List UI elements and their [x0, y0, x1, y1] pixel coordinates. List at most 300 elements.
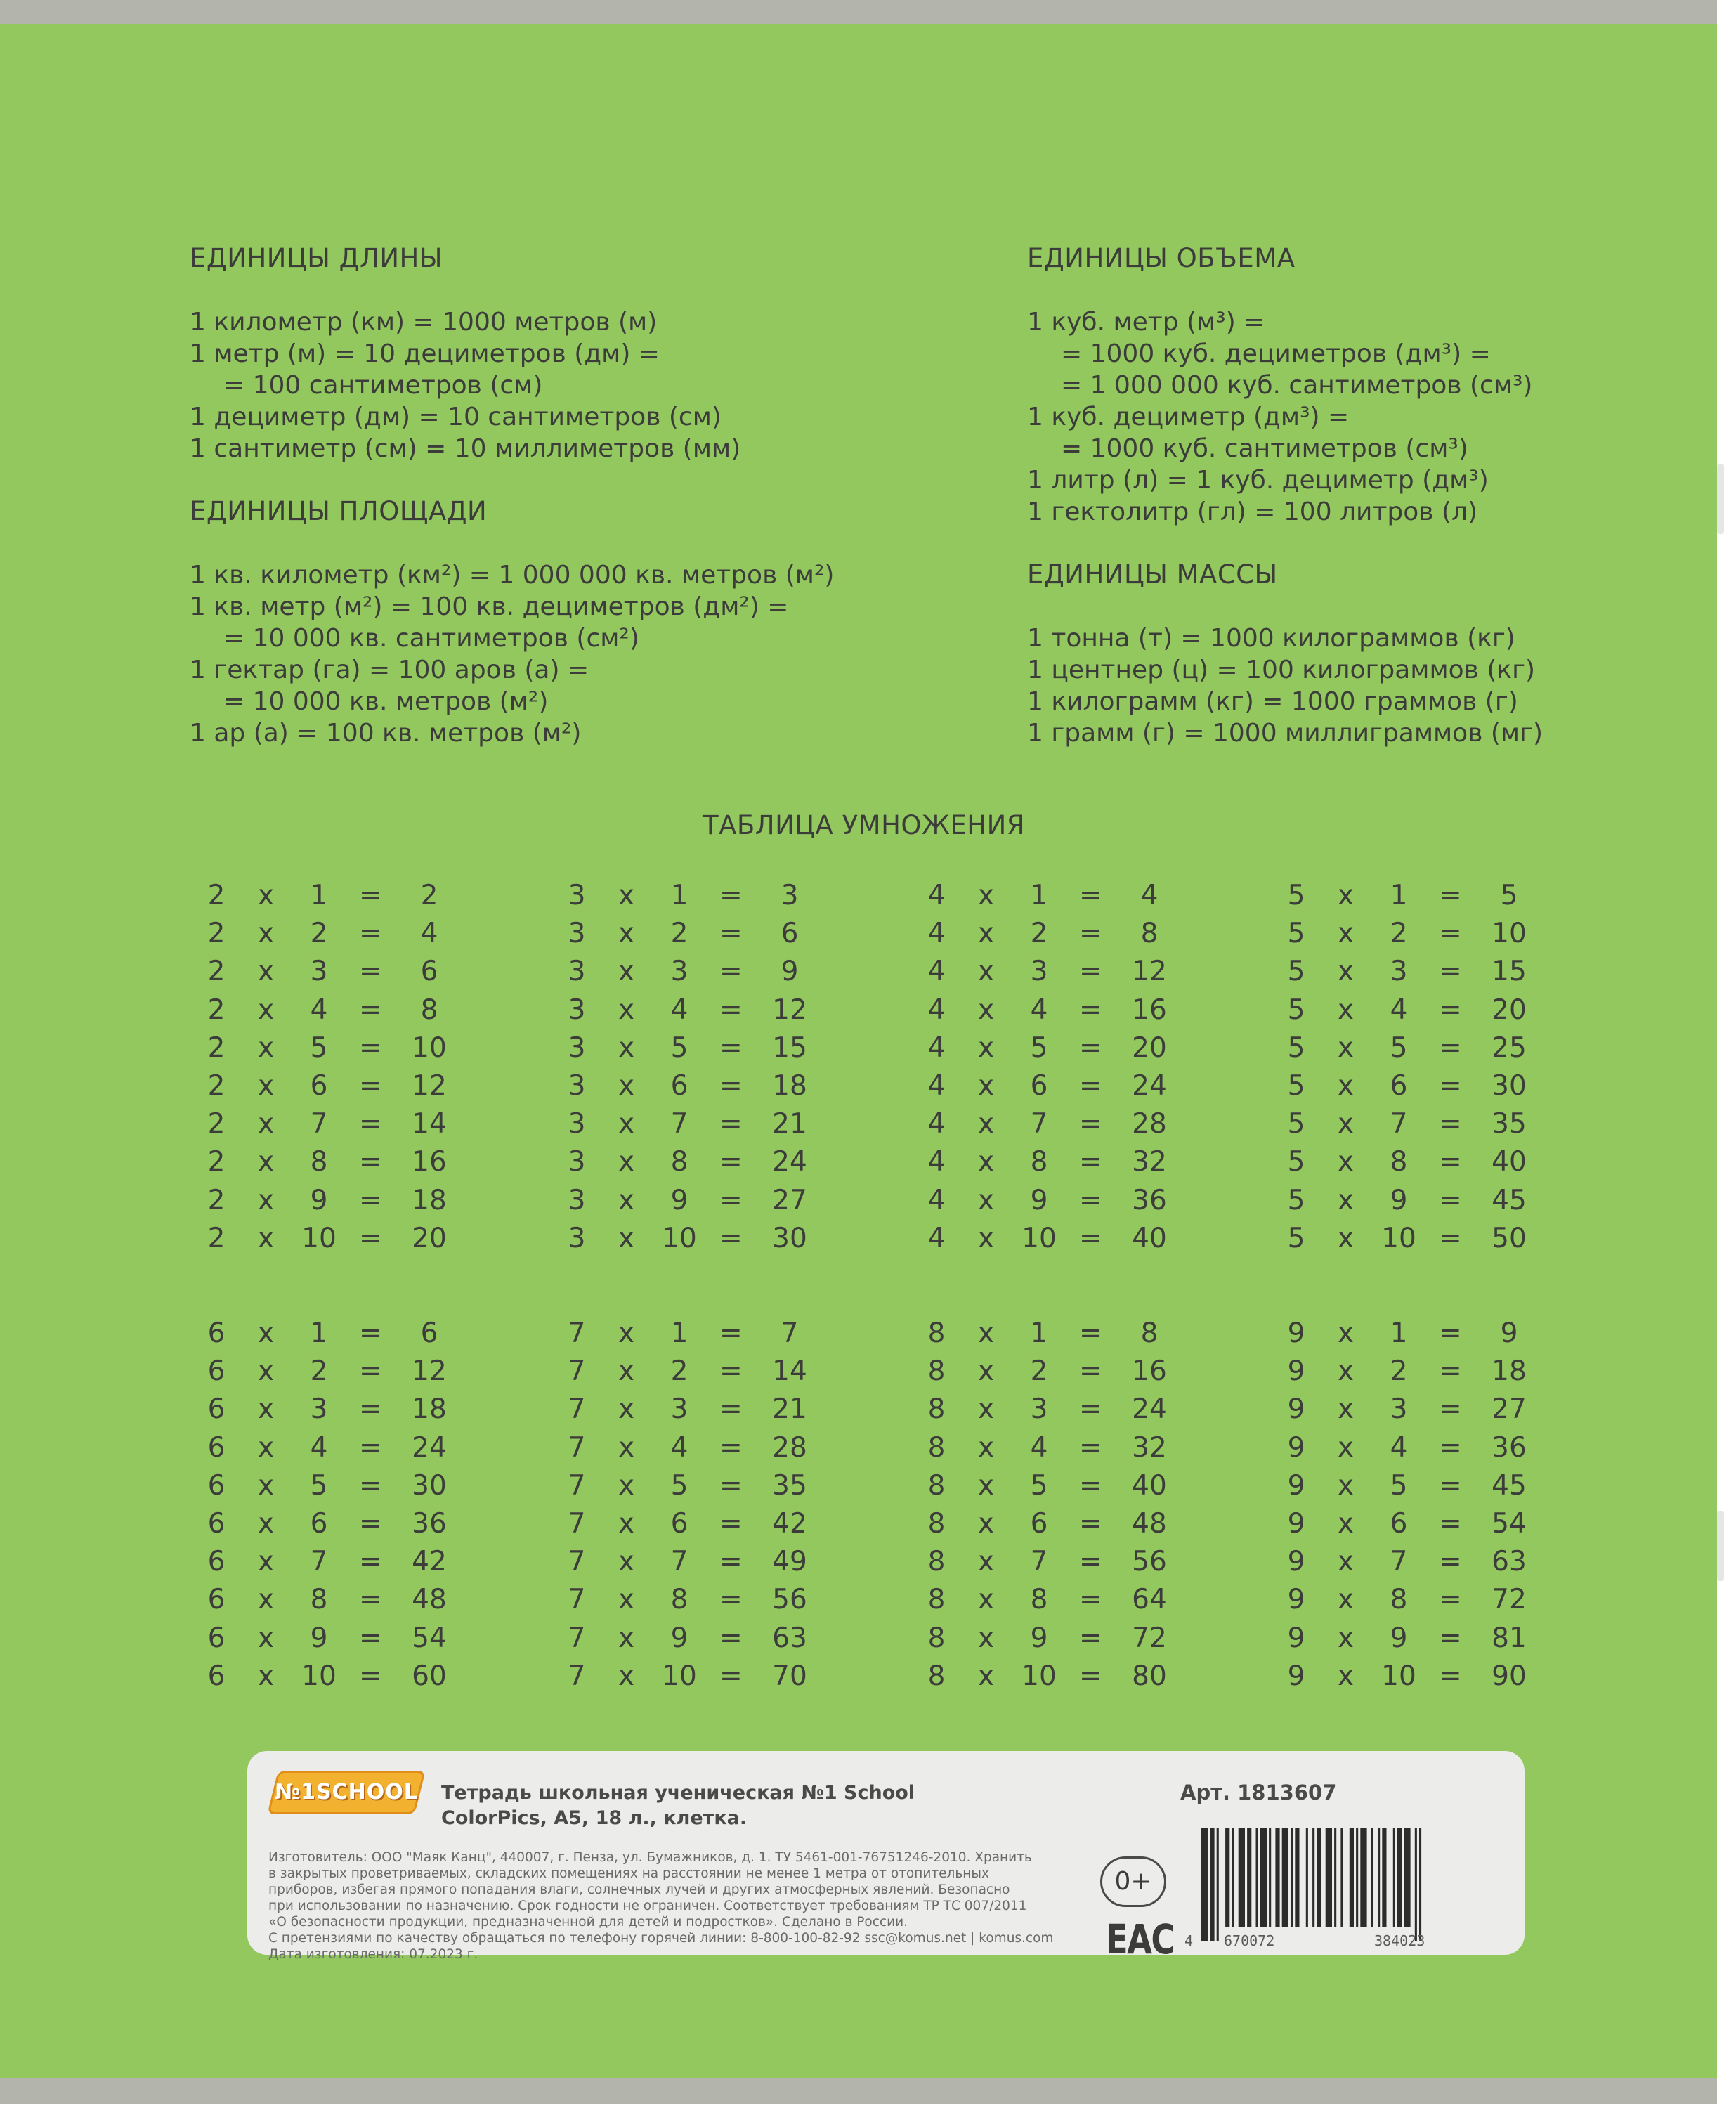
multiplicand: 6: [207, 1355, 226, 1388]
product: 24: [772, 1146, 807, 1178]
multiplier: 6: [1030, 1507, 1048, 1540]
multiplier: 6: [1390, 1069, 1408, 1102]
multiplicand: 2: [207, 1108, 226, 1140]
barcode-bar: [1393, 1828, 1395, 1927]
multiplier: 6: [310, 1069, 328, 1102]
unit-conversion-line: 1 метр (м) = 10 дециметров (дм) =: [190, 339, 660, 368]
multiplicand: 5: [1287, 1108, 1305, 1140]
equals-sign: =: [359, 918, 382, 950]
multiplier: 7: [1390, 1546, 1408, 1578]
product: 15: [1492, 956, 1527, 988]
times-sign: x: [978, 880, 995, 911]
product: 72: [1492, 1584, 1527, 1616]
product: 10: [1492, 918, 1527, 950]
multiplier: 9: [670, 1184, 688, 1216]
multiplier: 3: [1390, 956, 1408, 988]
equals-sign: =: [719, 918, 743, 950]
product: 20: [1132, 1032, 1167, 1064]
times-sign: x: [1338, 1222, 1355, 1254]
multiplier: 8: [670, 1146, 688, 1178]
equals-sign: =: [1439, 1622, 1462, 1654]
multiplicand: 9: [1287, 1660, 1305, 1692]
product: 8: [1140, 918, 1159, 950]
equals-sign: =: [359, 1507, 382, 1540]
product: 4: [1140, 880, 1159, 911]
multiplicand: 7: [568, 1660, 586, 1692]
equals-sign: =: [1439, 1032, 1462, 1064]
product: 20: [412, 1222, 447, 1254]
product: 80: [1132, 1660, 1167, 1692]
multiplicand: 4: [927, 918, 946, 950]
barcode-bar: [1269, 1828, 1271, 1927]
multiplier: 10: [1022, 1222, 1057, 1254]
length-units-heading: ЕДИНИЦЫ ДЛИНЫ: [190, 243, 443, 273]
binding-notch: [1717, 1511, 1724, 1581]
product: 49: [772, 1546, 807, 1578]
times-sign: x: [978, 1146, 995, 1178]
multiplicand: 4: [927, 956, 946, 988]
equals-sign: =: [1439, 1184, 1462, 1216]
barcode: [1201, 1828, 1518, 1941]
times-sign: x: [1338, 1146, 1355, 1178]
multiplicand: 2: [207, 994, 226, 1026]
equals-sign: =: [1079, 1222, 1102, 1254]
multiplicand: 3: [568, 1032, 586, 1064]
product: 4: [420, 918, 438, 950]
product: 50: [1492, 1222, 1527, 1254]
times-sign: x: [258, 1222, 275, 1254]
barcode-bar: [1239, 1828, 1245, 1927]
multiplicand: 6: [207, 1660, 226, 1692]
times-sign: x: [978, 1355, 995, 1388]
product: 35: [1492, 1108, 1527, 1140]
unit-conversion-line: 1 кв. метр (м²) = 100 кв. дециметров (дм²) =: [190, 592, 789, 621]
multiplier: 1: [1030, 880, 1048, 911]
product: 6: [420, 956, 438, 988]
product: 12: [412, 1069, 447, 1102]
equals-sign: =: [1439, 1431, 1462, 1464]
product: 21: [772, 1393, 807, 1426]
equals-sign: =: [719, 1032, 743, 1064]
multiplicand: 7: [568, 1622, 586, 1654]
brand-logo-text: №1SCHOOL: [275, 1780, 418, 1804]
multiplier: 7: [670, 1546, 688, 1578]
product: 54: [1492, 1507, 1527, 1540]
times-sign: x: [258, 1507, 275, 1540]
multiplicand: 6: [207, 1507, 226, 1540]
times-sign: x: [258, 1184, 275, 1216]
equals-sign: =: [1439, 1146, 1462, 1178]
times-sign: x: [978, 1660, 995, 1692]
equals-sign: =: [719, 1318, 743, 1349]
multiplicand: 7: [568, 1393, 586, 1426]
barcode-bar: [1397, 1828, 1402, 1927]
product: 64: [1132, 1584, 1167, 1616]
product: 63: [1492, 1546, 1527, 1578]
product: 28: [772, 1431, 807, 1464]
multiplier: 1: [670, 880, 688, 911]
manufacturer-line: Дата изготовления: 07.2023 г.: [268, 1947, 478, 1962]
product: 24: [412, 1431, 447, 1464]
equals-sign: =: [359, 880, 382, 911]
equals-sign: =: [1439, 1108, 1462, 1140]
multiplier: 8: [310, 1584, 328, 1616]
equals-sign: =: [719, 1660, 743, 1692]
barcode-bar: [1415, 1828, 1417, 1941]
product: 21: [772, 1108, 807, 1140]
multiplicand: 2: [207, 956, 226, 988]
product: 8: [420, 994, 438, 1026]
times-sign: x: [258, 1431, 275, 1464]
multiplier: 1: [1390, 880, 1408, 911]
multiplier: 9: [1390, 1184, 1408, 1216]
barcode-bar: [1419, 1828, 1421, 1941]
multiplicand: 2: [207, 1032, 226, 1064]
equals-sign: =: [719, 1546, 743, 1578]
barcode-bar: [1295, 1828, 1299, 1927]
equals-sign: =: [1439, 1507, 1462, 1540]
multiplicand: 2: [207, 1069, 226, 1102]
times-sign: x: [1338, 1184, 1355, 1216]
barcode-bar: [1217, 1828, 1219, 1941]
multiplier: 2: [1390, 1355, 1408, 1388]
equals-sign: =: [1439, 1222, 1462, 1254]
unit-conversion-line: = 1 000 000 куб. сантиметров (см³): [1061, 371, 1533, 400]
times-sign: x: [258, 1469, 275, 1502]
multiplier: 8: [1390, 1584, 1408, 1616]
times-sign: x: [258, 1622, 275, 1654]
equals-sign: =: [359, 1431, 382, 1464]
equals-sign: =: [1079, 1184, 1102, 1216]
multiplier: 8: [1390, 1146, 1408, 1178]
equals-sign: =: [1439, 1584, 1462, 1616]
times-sign: x: [978, 1431, 995, 1464]
times-sign: x: [1338, 994, 1355, 1026]
equals-sign: =: [1439, 918, 1462, 950]
equals-sign: =: [719, 1184, 743, 1216]
volume-units-section: [1027, 242, 1543, 749]
times-sign: x: [978, 994, 995, 1026]
product: 56: [772, 1584, 807, 1616]
product-title: Тетрадь школьная ученическая №1 School ColorPics, A5, 18 л., клетка.: [441, 1782, 915, 1829]
product: 72: [1132, 1622, 1167, 1654]
product: 16: [412, 1146, 447, 1178]
equals-sign: =: [359, 1069, 382, 1102]
multiplicand: 2: [207, 918, 226, 950]
product: 40: [1132, 1222, 1167, 1254]
times-sign: x: [618, 880, 635, 911]
multiplier: 4: [310, 994, 328, 1026]
product: 16: [1132, 1355, 1167, 1388]
equals-sign: =: [359, 1584, 382, 1616]
multiplier: 6: [670, 1507, 688, 1540]
unit-conversion-line: 1 тонна (т) = 1000 килограммов (кг): [1027, 624, 1515, 653]
multiplier: 7: [670, 1108, 688, 1140]
multiplier: 3: [310, 1393, 328, 1426]
multiplier: 9: [670, 1622, 688, 1654]
product: 28: [1132, 1108, 1167, 1140]
multiplier: 3: [1030, 1393, 1048, 1426]
equals-sign: =: [359, 1032, 382, 1064]
product: 14: [412, 1108, 447, 1140]
eac-certification-mark: EAC: [1106, 1915, 1174, 1963]
times-sign: x: [978, 918, 995, 950]
product: 90: [1492, 1660, 1527, 1692]
length-units-section: [190, 242, 834, 749]
product: 48: [1132, 1507, 1167, 1540]
multiplicand: 6: [207, 1318, 226, 1349]
times-sign: x: [618, 1431, 635, 1464]
multiplicand: 8: [927, 1355, 946, 1388]
product: 63: [772, 1622, 807, 1654]
multiplicand: 4: [927, 1146, 946, 1178]
equals-sign: =: [1079, 1584, 1102, 1616]
times-sign: x: [978, 1318, 995, 1349]
product: 7: [781, 1318, 799, 1349]
times-sign: x: [618, 1184, 635, 1216]
multiplicand: 8: [927, 1318, 946, 1349]
equals-sign: =: [719, 1584, 743, 1616]
times-sign: x: [618, 1146, 635, 1178]
equals-sign: =: [1439, 1546, 1462, 1578]
times-sign: x: [1338, 1584, 1355, 1616]
barcode-bar: [1326, 1828, 1332, 1927]
times-sign: x: [258, 1393, 275, 1426]
equals-sign: =: [359, 1108, 382, 1140]
equals-sign: =: [719, 956, 743, 988]
multiplier: 4: [1030, 994, 1048, 1026]
times-sign: x: [258, 1660, 275, 1692]
multiplier: 10: [1381, 1222, 1416, 1254]
multiplier: 9: [310, 1184, 328, 1216]
times-sign: x: [618, 1584, 635, 1616]
multiplicand: 9: [1287, 1546, 1305, 1578]
product: 3: [781, 880, 799, 911]
product: 18: [412, 1184, 447, 1216]
multiplicand: 3: [568, 880, 586, 911]
times-sign: x: [618, 1546, 635, 1578]
times-sign: x: [1338, 880, 1355, 911]
unit-conversion-line: = 10 000 кв. метров (м²): [223, 687, 549, 716]
barcode-bar: [1378, 1828, 1380, 1927]
multiplicand: 4: [927, 994, 946, 1026]
multiplicand: 2: [207, 1146, 226, 1178]
product: 6: [420, 1318, 438, 1349]
barcode-bar: [1201, 1828, 1208, 1941]
times-sign: x: [618, 1393, 635, 1426]
multiplier: 1: [310, 880, 328, 911]
product: 42: [772, 1507, 807, 1540]
manufacturer-line: при использовании по назначению. Срок годности не ограничен. Соответствует требованиям ТР ТС 007/2011: [268, 1899, 1027, 1913]
product: 18: [772, 1069, 807, 1102]
times-sign: x: [978, 1546, 995, 1578]
unit-conversion-line: 1 сантиметр (см) = 10 миллиметров (мм): [190, 434, 741, 463]
multiplier: 4: [670, 1431, 688, 1464]
multiplicand: 5: [1287, 1184, 1305, 1216]
product: 60: [412, 1660, 447, 1692]
multiplicand: 2: [207, 880, 226, 911]
times-sign: x: [978, 956, 995, 988]
times-sign: x: [1338, 1032, 1355, 1064]
multiplier: 2: [1030, 918, 1048, 950]
barcode-bar: [1260, 1828, 1267, 1927]
multiplicand: 3: [568, 994, 586, 1026]
product: 25: [1492, 1032, 1527, 1064]
barcode-bar: [1317, 1828, 1321, 1927]
times-sign: x: [618, 1507, 635, 1540]
equals-sign: =: [1079, 1318, 1102, 1349]
equals-sign: =: [719, 1469, 743, 1502]
barcode-bar: [1360, 1828, 1366, 1927]
equals-sign: =: [719, 1393, 743, 1426]
product: 9: [1500, 1318, 1518, 1349]
equals-sign: =: [359, 1660, 382, 1692]
times-sign: x: [1338, 1318, 1355, 1349]
times-sign: x: [978, 1393, 995, 1426]
bottom-gray-stripe: [0, 2078, 1717, 2104]
times-sign: x: [258, 1108, 275, 1140]
multiplicand: 5: [1287, 956, 1305, 988]
product: 18: [1492, 1355, 1527, 1388]
product: 32: [1132, 1146, 1167, 1178]
multiplicand: 9: [1287, 1431, 1305, 1464]
manufacturer-line: приборов, избегая прямого попадания влаги, солнечных лучей и других атмосферных явлений. Безопасно: [268, 1882, 1010, 1897]
equals-sign: =: [719, 994, 743, 1026]
multiplicand: 8: [927, 1469, 946, 1502]
times-sign: x: [618, 1469, 635, 1502]
barcode-bar: [1404, 1828, 1410, 1927]
multiplicand: 8: [927, 1584, 946, 1616]
multiplier: 4: [1390, 1431, 1408, 1464]
product: 54: [412, 1622, 447, 1654]
product: 45: [1492, 1469, 1527, 1502]
barcode-bar: [1291, 1828, 1293, 1927]
equals-sign: =: [1079, 956, 1102, 988]
multiplication-table-title: ТАБЛИЦА УМНОЖЕНИЯ: [703, 810, 1025, 840]
barcode-bar: [1282, 1828, 1288, 1927]
multiplicand: 6: [207, 1584, 226, 1616]
product: 5: [1500, 880, 1518, 911]
multiplier: 9: [1390, 1622, 1408, 1654]
multiplicand: 5: [1287, 918, 1305, 950]
times-sign: x: [1338, 1546, 1355, 1578]
barcode-bar: [1247, 1828, 1251, 1927]
product: 20: [1492, 994, 1527, 1026]
multiplier: 2: [670, 918, 688, 950]
equals-sign: =: [1439, 956, 1462, 988]
equals-sign: =: [359, 1318, 382, 1349]
multiplicand: 9: [1287, 1469, 1305, 1502]
multiplicand: 3: [568, 918, 586, 950]
product: 30: [412, 1469, 447, 1502]
times-sign: x: [1338, 1622, 1355, 1654]
times-sign: x: [1338, 1108, 1355, 1140]
times-sign: x: [1338, 1393, 1355, 1426]
product: 40: [1132, 1469, 1167, 1502]
multiplier: 9: [310, 1622, 328, 1654]
equals-sign: =: [359, 1184, 382, 1216]
top-gray-stripe: [0, 0, 1717, 24]
equals-sign: =: [1439, 994, 1462, 1026]
mass-units-heading: ЕДИНИЦЫ МАССЫ: [1027, 559, 1278, 590]
multiplier: 10: [301, 1660, 337, 1692]
multiplier: 5: [1390, 1469, 1408, 1502]
equals-sign: =: [359, 1546, 382, 1578]
equals-sign: =: [1079, 1146, 1102, 1178]
barcode-bar: [1232, 1828, 1234, 1927]
equals-sign: =: [1079, 918, 1102, 950]
product: 24: [1132, 1393, 1167, 1426]
multiplicand: 9: [1287, 1622, 1305, 1654]
multiplicand: 5: [1287, 1069, 1305, 1102]
multiplicand: 4: [927, 1184, 946, 1216]
multiplicand: 5: [1287, 1146, 1305, 1178]
multiplier: 4: [1030, 1431, 1048, 1464]
multiplier: 4: [670, 994, 688, 1026]
multiplicand: 6: [207, 1622, 226, 1654]
product: 32: [1132, 1431, 1167, 1464]
times-sign: x: [258, 1318, 275, 1349]
equals-sign: =: [719, 880, 743, 911]
product: 56: [1132, 1546, 1167, 1578]
multiplicand: 5: [1287, 1032, 1305, 1064]
equals-sign: =: [719, 1222, 743, 1254]
product: 48: [412, 1584, 447, 1616]
times-sign: x: [258, 918, 275, 950]
barcode-digits-right: 384023: [1374, 1932, 1425, 1949]
product: 16: [1132, 994, 1167, 1026]
product: 6: [781, 918, 799, 950]
equals-sign: =: [1439, 1469, 1462, 1502]
multiplier: 6: [1030, 1069, 1048, 1102]
multiplier: 8: [1030, 1146, 1048, 1178]
equals-sign: =: [719, 1146, 743, 1178]
multiplicand: 7: [568, 1584, 586, 1616]
product: 36: [1132, 1184, 1167, 1216]
multiplicand: 4: [927, 1108, 946, 1140]
times-sign: x: [1338, 918, 1355, 950]
unit-conversion-line: = 1000 куб. сантиметров (см³): [1061, 434, 1468, 463]
times-sign: x: [258, 956, 275, 988]
times-sign: x: [618, 1222, 635, 1254]
unit-conversion-line: 1 дециметр (дм) = 10 сантиметров (см): [190, 403, 722, 431]
product: 70: [772, 1660, 807, 1692]
multiplicand: 3: [568, 1069, 586, 1102]
equals-sign: =: [1439, 1069, 1462, 1102]
manufacturer-line: в закрытых проветриваемых, складских помещениях на расстоянии не менее 1 метра от отопительных: [268, 1866, 989, 1881]
equals-sign: =: [359, 1622, 382, 1654]
times-sign: x: [978, 1622, 995, 1654]
times-sign: x: [618, 1660, 635, 1692]
times-sign: x: [258, 1146, 275, 1178]
multiplier: 2: [1390, 918, 1408, 950]
times-sign: x: [618, 918, 635, 950]
age-rating-mark: 0+: [1100, 1856, 1166, 1907]
equals-sign: =: [1439, 1660, 1462, 1692]
multiplier: 10: [662, 1660, 697, 1692]
multiplicand: 7: [568, 1507, 586, 1540]
product: 35: [772, 1469, 807, 1502]
article-number: Арт. 1813607: [1180, 1781, 1337, 1804]
multiplier: 6: [1390, 1507, 1408, 1540]
multiplicand: 7: [568, 1431, 586, 1464]
multiplicand: 8: [927, 1622, 946, 1654]
multiplier: 10: [301, 1222, 337, 1254]
equals-sign: =: [359, 1355, 382, 1388]
multiplier: 8: [1030, 1584, 1048, 1616]
multiplier: 2: [310, 918, 328, 950]
equals-sign: =: [359, 994, 382, 1026]
